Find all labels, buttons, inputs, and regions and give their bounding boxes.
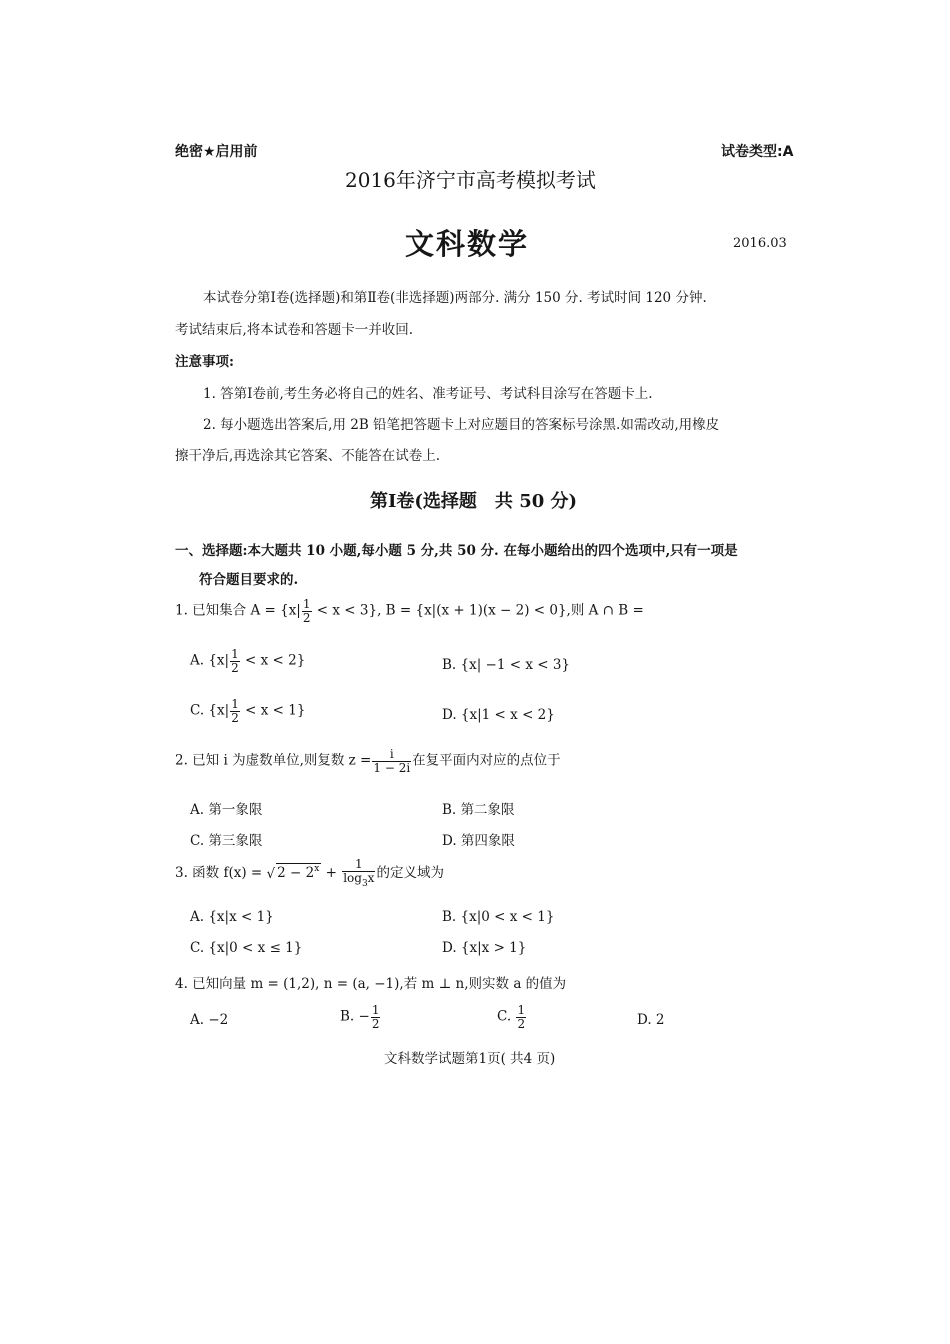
q4-option-a: A. −2 [190, 1012, 229, 1028]
q1-optC-fraction [230, 698, 240, 724]
q1-optA-b: < x < 2} [240, 652, 306, 669]
q3-option-a: A. {x|x < 1} [190, 909, 274, 925]
question-2 [175, 748, 561, 774]
q4-optB-den: 2 [371, 1016, 380, 1031]
q3-radicand-exp: x [314, 864, 320, 875]
notice-item-2-line-1: 2. 每小题选出答案后,用 2B 铅笔把答题卡上对应题目的答案标号涂黑.如需改动,用橡皮 [203, 417, 720, 433]
part-one-line-1: 一、选择题:本大题共 10 小题,每小题 5 分,共 50 分. 在每小题给出的四个选项中,只有一项是 [175, 543, 738, 559]
q4-option-c [497, 1004, 527, 1030]
notice-heading: 注意事项: [175, 354, 234, 370]
intro-line-1: 本试卷分第Ⅰ卷(选择题)和第Ⅱ卷(非选择题)两部分. 满分 150 分. 考试时间 120 分钟. [203, 290, 707, 306]
q2-frac-den: 1 − 2i [373, 760, 411, 775]
q3-radicand [276, 863, 321, 881]
q3-log: log [343, 870, 362, 885]
q2-option-b: B. 第二象限 [442, 802, 515, 818]
q1-optA-num: 1 [231, 647, 239, 661]
q1-optC-den: 2 [231, 710, 239, 725]
subject-title: 文科数学 [405, 227, 530, 261]
q3-radicand-text: 2 − 2 [277, 865, 315, 882]
q4-option-d: D. 2 [637, 1012, 665, 1028]
q3-frac-num: 1 [342, 858, 375, 872]
exam-title: 2016年济宁市高考模拟考试 [345, 168, 596, 192]
q2-fraction [372, 748, 411, 774]
q1-stem-b: < x < 3}, B = {x|(x + 1)(x − 2) < 0},则 A ∩ B = [312, 602, 644, 619]
confidential-label: 绝密★启用前 [175, 144, 258, 160]
q1-option-d: D. {x|1 < x < 2} [442, 707, 555, 723]
q1-stem-a: 1. 已知集合 A = {x| [175, 602, 301, 619]
notice-item-2-line-2: 擦干净后,再选涂其它答案、不能答在试卷上. [175, 448, 441, 464]
q4-optC-num: 1 [517, 1003, 526, 1017]
q3-stem-b: 的定义域为 [376, 865, 444, 882]
q2-option-d: D. 第四象限 [442, 833, 515, 849]
q2-stem-a: 2. 已知 i 为虚数单位,则复数 z = [175, 752, 372, 769]
q1-optC-b: < x < 1} [240, 702, 306, 719]
q4-optC-fraction [516, 1004, 526, 1030]
q1-optA-fraction [230, 648, 240, 674]
q3-plus: + [321, 865, 342, 882]
q1-option-c [190, 698, 305, 724]
section-heading: 第Ⅰ卷(选择题 共 50 分) [370, 491, 578, 512]
q2-option-a: A. 第一象限 [190, 802, 263, 818]
q3-stem-a: 3. 函数 f(x) = [175, 865, 267, 882]
q3-log-arg: x [367, 870, 375, 885]
question-1 [175, 598, 644, 624]
q4-optC-den: 2 [517, 1016, 526, 1031]
q1-optA-den: 2 [231, 660, 239, 675]
paper-type-label: 试卷类型:A [721, 144, 794, 160]
question-3 [175, 858, 444, 889]
notice-item-1: 1. 答第Ⅰ卷前,考生务必将自己的姓名、准考证号、考试科目涂写在答题卡上. [203, 386, 653, 402]
q2-option-c: C. 第三象限 [190, 833, 263, 849]
q4-optB-fraction [371, 1004, 381, 1030]
question-4: 4. 已知向量 m = (1,2), n = (a, −1),若 m ⊥ n,则实数 a 的值为 [175, 976, 567, 992]
q3-fraction [342, 858, 375, 889]
q3-frac-den [342, 872, 375, 889]
q1-option-b: B. {x| −1 < x < 3} [442, 657, 571, 673]
q1-frac-num: 1 [302, 597, 311, 611]
page-footer: 文科数学试题第1页( 共4 页) [384, 1051, 556, 1067]
q1-fraction [302, 598, 312, 624]
q1-optC-num: 1 [231, 697, 239, 711]
part-one-line-2: 符合题目要求的. [199, 572, 299, 588]
q4-option-b [340, 1004, 381, 1030]
q3-sqrt-sign: √ [266, 865, 276, 882]
q1-optC-a: C. {x| [190, 702, 230, 719]
q3-option-d: D. {x|x > 1} [442, 940, 527, 956]
q3-log-base: 3 [361, 878, 368, 889]
q1-optA-a: A. {x| [190, 652, 230, 669]
intro-line-2: 考试结束后,将本试卷和答题卡一并收回. [175, 322, 414, 338]
q2-frac-num: i [372, 748, 411, 762]
q4-optB-num: 1 [371, 1003, 380, 1017]
q3-option-c: C. {x|0 < x ≤ 1} [190, 940, 303, 956]
q4-optB-a: B. − [340, 1008, 370, 1025]
q4-optC-a: C. [497, 1008, 516, 1025]
q3-option-b: B. {x|0 < x < 1} [442, 909, 555, 925]
q2-stem-b: 在复平面内对应的点位于 [412, 752, 561, 769]
q1-option-a [190, 648, 305, 674]
q1-frac-den: 2 [302, 610, 311, 625]
exam-date: 2016.03 [733, 236, 787, 251]
